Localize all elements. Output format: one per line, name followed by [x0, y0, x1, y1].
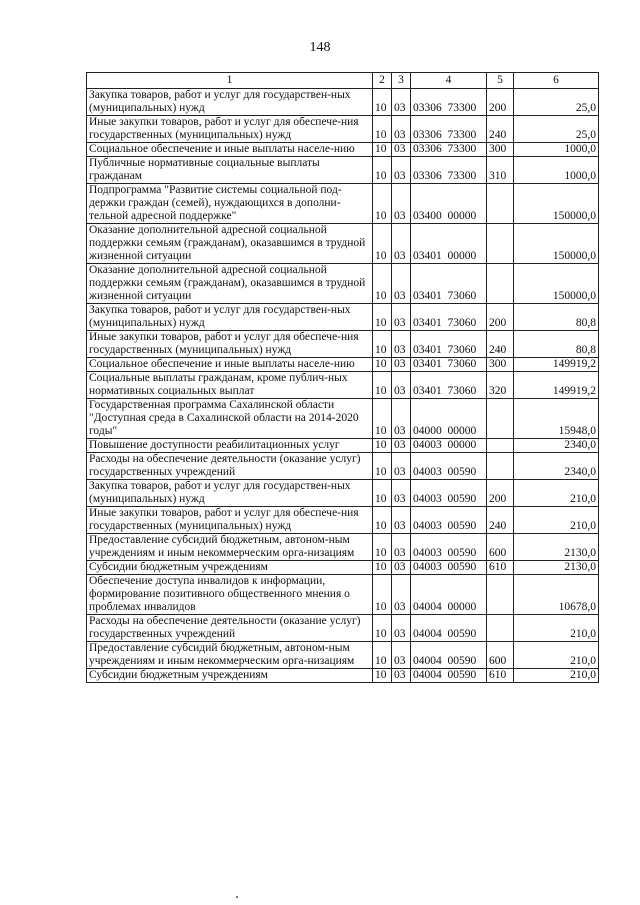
row-expense-type: 600: [487, 534, 514, 561]
row-expense-type: 240: [487, 507, 514, 534]
row-subsection: 03: [392, 480, 411, 507]
row-amount: 210,0: [514, 507, 599, 534]
row-name: Предоставление субсидий бюджетным, автоном-ным учреждениям и иным некоммерческим орга-низациям: [87, 642, 373, 669]
table-row: [87, 264, 599, 304]
header-col-3: 3: [392, 73, 411, 89]
row-expense-type: [487, 575, 514, 615]
row-amount: 210,0: [514, 642, 599, 669]
row-expense-type: 600: [487, 642, 514, 669]
row-subsection: 03: [392, 116, 411, 143]
row-subsection: 03: [392, 157, 411, 184]
row-target-article: 04003 00590: [411, 507, 487, 534]
row-target-article: 03306 73300: [411, 116, 487, 143]
row-subsection: 03: [392, 575, 411, 615]
table-row: [87, 116, 599, 143]
row-amount: 25,0: [514, 89, 599, 116]
row-expense-type: 240: [487, 331, 514, 358]
table-body: [87, 89, 599, 683]
table-row: [87, 224, 599, 264]
budget-table: [86, 72, 599, 683]
row-expense-type: 200: [487, 304, 514, 331]
row-amount: 150000,0: [514, 264, 599, 304]
row-subsection: 03: [392, 264, 411, 304]
row-name: Иные закупки товаров, работ и услуг для обеспече-ния государственных (муниципальных) нужд: [87, 507, 373, 534]
row-section: 10: [373, 184, 392, 224]
row-target-article: 03401 73060: [411, 264, 487, 304]
row-amount: 2340,0: [514, 453, 599, 480]
row-amount: 210,0: [514, 669, 599, 683]
table-row: [87, 89, 599, 116]
row-expense-type: [487, 439, 514, 453]
row-section: 10: [373, 116, 392, 143]
row-amount: 1000,0: [514, 143, 599, 157]
table-row: [87, 304, 599, 331]
row-expense-type: 320: [487, 372, 514, 399]
scan-speck: [236, 896, 238, 898]
row-expense-type: 240: [487, 116, 514, 143]
table-row: [87, 615, 599, 642]
table-row: [87, 143, 599, 157]
row-name: Оказание дополнительной адресной социальной поддержки семьям (гражданам), оказавшимся в трудной жизненной ситуации: [87, 264, 373, 304]
row-name: Иные закупки товаров, работ и услуг для обеспече-ния государственных (муниципальных) нужд: [87, 116, 373, 143]
row-name: Социальное обеспечение и иные выплаты населе-нию: [87, 143, 373, 157]
table-row: [87, 184, 599, 224]
table-row: [87, 507, 599, 534]
row-target-article: 03401 73060: [411, 372, 487, 399]
header-col-6: 6: [514, 73, 599, 89]
row-section: 10: [373, 642, 392, 669]
row-target-article: 03401 73060: [411, 331, 487, 358]
row-section: 10: [373, 453, 392, 480]
row-amount: 80,8: [514, 331, 599, 358]
row-amount: 25,0: [514, 116, 599, 143]
row-subsection: 03: [392, 89, 411, 116]
row-expense-type: 300: [487, 143, 514, 157]
row-section: 10: [373, 439, 392, 453]
row-target-article: 04004 00590: [411, 669, 487, 683]
row-subsection: 03: [392, 331, 411, 358]
row-name: Расходы на обеспечение деятельности (оказание услуг) государственных учреждений: [87, 615, 373, 642]
row-section: 10: [373, 372, 392, 399]
table-row: [87, 358, 599, 372]
table-row: [87, 439, 599, 453]
row-name: Субсидии бюджетным учреждениям: [87, 669, 373, 683]
row-expense-type: [487, 399, 514, 439]
row-expense-type: [487, 224, 514, 264]
row-section: 10: [373, 615, 392, 642]
row-name: Предоставление субсидий бюджетным, автоном-ным учреждениям и иным некоммерческим орга-низациям: [87, 534, 373, 561]
row-expense-type: [487, 615, 514, 642]
row-subsection: 03: [392, 534, 411, 561]
row-amount: 150000,0: [514, 184, 599, 224]
row-name: Повышение доступности реабилитационных услуг: [87, 439, 373, 453]
row-expense-type: 200: [487, 89, 514, 116]
row-subsection: 03: [392, 507, 411, 534]
row-expense-type: [487, 184, 514, 224]
row-expense-type: 610: [487, 669, 514, 683]
row-target-article: 04004 00590: [411, 615, 487, 642]
row-amount: 149919,2: [514, 372, 599, 399]
row-name: Закупка товаров, работ и услуг для государствен-ных (муниципальных) нужд: [87, 89, 373, 116]
row-section: 10: [373, 399, 392, 439]
row-subsection: 03: [392, 304, 411, 331]
row-expense-type: [487, 453, 514, 480]
row-section: 10: [373, 143, 392, 157]
row-subsection: 03: [392, 143, 411, 157]
row-name: Иные закупки товаров, работ и услуг для обеспече-ния государственных (муниципальных) нужд: [87, 331, 373, 358]
page-number: 148: [309, 40, 331, 55]
table-row: [87, 642, 599, 669]
row-amount: 2340,0: [514, 439, 599, 453]
row-subsection: 03: [392, 358, 411, 372]
row-target-article: 04003 00590: [411, 453, 487, 480]
row-target-article: 04003 00590: [411, 480, 487, 507]
row-subsection: 03: [392, 642, 411, 669]
row-section: 10: [373, 157, 392, 184]
row-amount: 15948,0: [514, 399, 599, 439]
table-row: [87, 453, 599, 480]
row-amount: 1000,0: [514, 157, 599, 184]
table-row: [87, 372, 599, 399]
row-amount: 149919,2: [514, 358, 599, 372]
row-amount: 210,0: [514, 480, 599, 507]
row-subsection: 03: [392, 372, 411, 399]
row-expense-type: 610: [487, 561, 514, 575]
row-expense-type: 310: [487, 157, 514, 184]
row-target-article: 03401 00000: [411, 224, 487, 264]
header-col-1: 1: [87, 73, 373, 89]
row-expense-type: 200: [487, 480, 514, 507]
row-name: Подпрограмма "Развитие системы социальной под-держки граждан (семей), нуждающихся в дополни-тельной адресной поддержке": [87, 184, 373, 224]
row-subsection: 03: [392, 399, 411, 439]
row-target-article: 04003 00590: [411, 561, 487, 575]
row-target-article: 03400 00000: [411, 184, 487, 224]
row-section: 10: [373, 89, 392, 116]
table-row: [87, 157, 599, 184]
row-section: 10: [373, 669, 392, 683]
table-row: [87, 575, 599, 615]
row-subsection: 03: [392, 184, 411, 224]
row-name: Закупка товаров, работ и услуг для государствен-ных (муниципальных) нужд: [87, 480, 373, 507]
row-expense-type: [487, 264, 514, 304]
row-name: Социальное обеспечение и иные выплаты населе-нию: [87, 358, 373, 372]
row-target-article: 04003 00000: [411, 439, 487, 453]
row-amount: 210,0: [514, 615, 599, 642]
row-subsection: 03: [392, 224, 411, 264]
row-target-article: 03306 73300: [411, 157, 487, 184]
table-row: [87, 480, 599, 507]
row-section: 10: [373, 507, 392, 534]
row-section: 10: [373, 480, 392, 507]
row-expense-type: 300: [487, 358, 514, 372]
row-section: 10: [373, 264, 392, 304]
row-name: Публичные нормативные социальные выплаты гражданам: [87, 157, 373, 184]
table-row: [87, 399, 599, 439]
row-target-article: 04004 00590: [411, 642, 487, 669]
row-name: Государственная программа Сахалинской области "Доступная среда в Сахалинской области на 2014-2020 годы": [87, 399, 373, 439]
table-row: [87, 331, 599, 358]
row-amount: 10678,0: [514, 575, 599, 615]
row-section: 10: [373, 224, 392, 264]
row-subsection: 03: [392, 561, 411, 575]
table-row: [87, 669, 599, 683]
row-name: Социальные выплаты гражданам, кроме публич-ных нормативных социальных выплат: [87, 372, 373, 399]
row-section: 10: [373, 331, 392, 358]
row-target-article: 04000 00000: [411, 399, 487, 439]
row-amount: 80,8: [514, 304, 599, 331]
row-subsection: 03: [392, 453, 411, 480]
row-name: Оказание дополнительной адресной социальной поддержки семьям (гражданам), оказавшимся в трудной жизненной ситуации: [87, 224, 373, 264]
row-section: 10: [373, 575, 392, 615]
row-target-article: 04003 00590: [411, 534, 487, 561]
row-target-article: 03306 73300: [411, 143, 487, 157]
header-col-4: 4: [411, 73, 487, 89]
header-col-5: 5: [487, 73, 514, 89]
row-section: 10: [373, 534, 392, 561]
table-row: [87, 561, 599, 575]
row-name: Субсидии бюджетным учреждениям: [87, 561, 373, 575]
row-subsection: 03: [392, 615, 411, 642]
row-amount: 2130,0: [514, 561, 599, 575]
table-row: [87, 534, 599, 561]
row-amount: 150000,0: [514, 224, 599, 264]
row-section: 10: [373, 358, 392, 372]
row-section: 10: [373, 561, 392, 575]
row-subsection: 03: [392, 669, 411, 683]
row-amount: 2130,0: [514, 534, 599, 561]
header-col-2: 2: [373, 73, 392, 89]
row-target-article: 03401 73060: [411, 358, 487, 372]
row-name: Обеспечение доступа инвалидов к информации, формирование позитивного общественного мнения о проблемах инвалидов: [87, 575, 373, 615]
row-target-article: 04004 00000: [411, 575, 487, 615]
table-header-row: [87, 73, 599, 89]
row-subsection: 03: [392, 439, 411, 453]
row-target-article: 03401 73060: [411, 304, 487, 331]
row-name: Закупка товаров, работ и услуг для государствен-ных (муниципальных) нужд: [87, 304, 373, 331]
row-target-article: 03306 73300: [411, 89, 487, 116]
row-section: 10: [373, 304, 392, 331]
row-name: Расходы на обеспечение деятельности (оказание услуг) государственных учреждений: [87, 453, 373, 480]
